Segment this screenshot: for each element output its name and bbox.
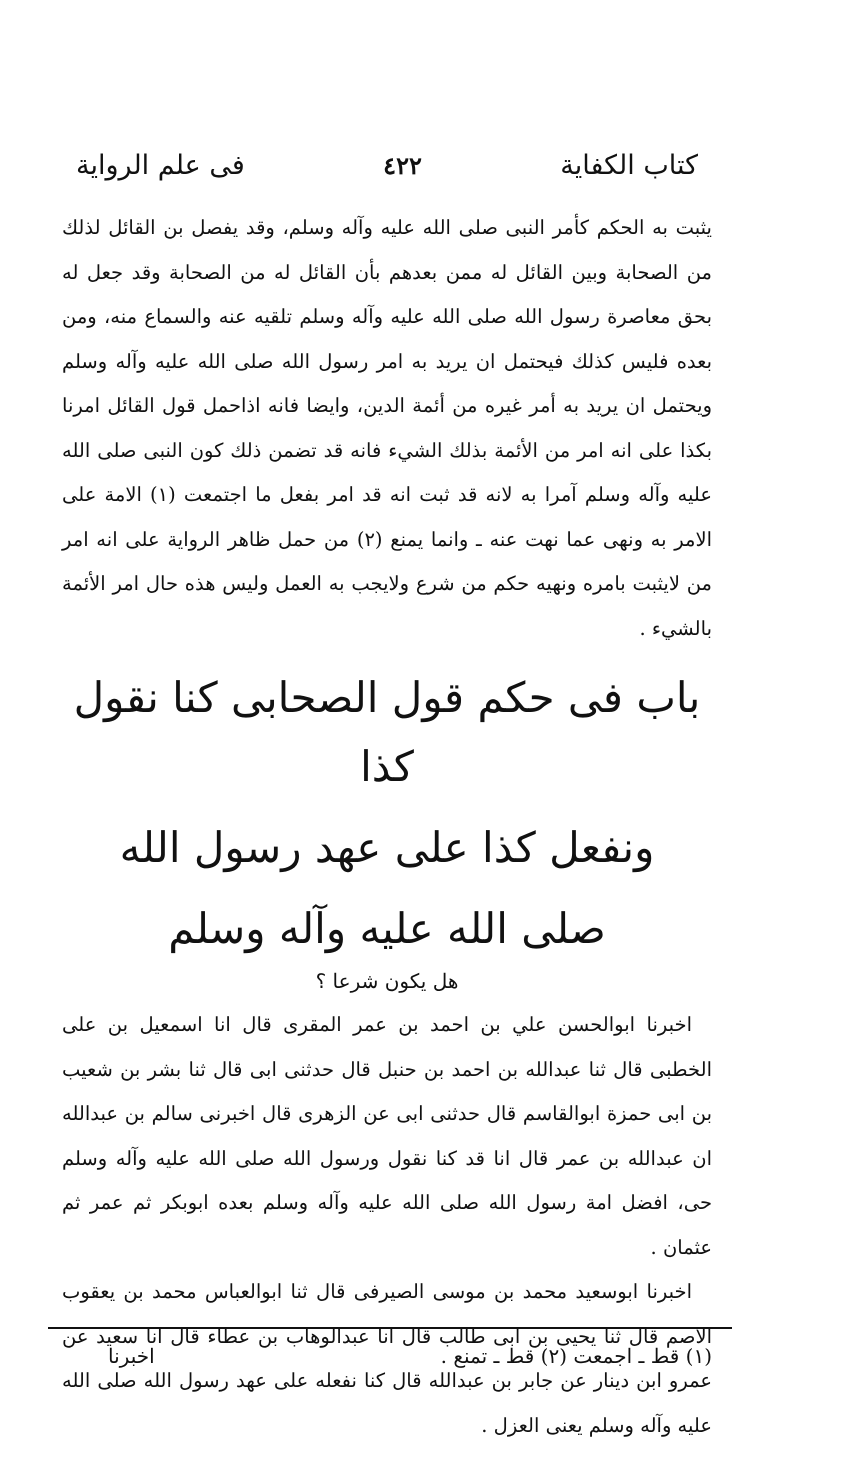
narration-paragraph: اخبرنا ابوالحسن علي بن احمد بن عمر المقرى قال انا اسمعيل بن على الخطبى قال ثنا عبدالله بن احمد بن حنبل قال حدثنى ابى قال ثنا بشر بن شعيب بن ابى حمزة ابوالقاسم قال حدثنى ابى عن الزهرى قال اخبرنى سالم بن عبدالله ان عبدالله بن عمر قال انا قد كنا نقول ورسول الله صلى الله عليه وآله وسلم حى، افضل امة رسول الله صلى الله عليه وآله وسلم بعده ابوبكر ثم عمر ثم عثمان . [62, 1013, 712, 1259]
catchword: اخبرنا [108, 1344, 155, 1368]
footnote-divider [48, 1327, 732, 1329]
paragraph-continued: يثبت به الحكم كأمر النبى صلى الله عليه وآله وسلم، وقد يفصل بن القائل لذلك من الصحابة وبين القائل له ممن بعدهم بأن القائل له من الصحابة وقد جعل له بحق معاصرة رسول الله صلى الله عليه وآله وسلم تلقيه عنه والسماع منه، ومن بعده فليس كذلك فيحتمل ان يريد به امر رسول الله صلى الله عليه وآله وسلم ويحتمل ان يريد به أمر غيره من أئمة الدين، وايضا فانه اذاحمل قول القائل امرنا بكذا على انه امر من الأئمة بذلك الشيء فانه قد تضمن ذلك كون النبى صلى الله عليه وآله وسلم آمرا به لانه قد ثبت انه قد امر بفعل ما اجتمعت (١) الامة على الامر به ونهى عما نهت عنه ـ وانما يمنع (٢) من حمل ظاهر الرواية على انه امر من لايثبت بامره ونهيه حكم من شرع ولايجب به العمل وليس هذه حال امر الأئمة بالشيء . [62, 216, 712, 640]
page-number: ٤٢٢ [383, 151, 422, 180]
narration-paragraph: اخبرنا ابوسعيد محمد بن موسى الصيرفى قال ثنا ابوالعباس محمد بن يعقوب الاصم قال ثنا يحيى بن ابى طالب قال انا عبدالوهاب بن عطاء قال انا سعيد عن عمرو ابن دينار عن جابر بن عبدالله قال كنا نفعله على عهد رسول الله صلى الله عليه وآله وسلم يعنى العزل . [62, 1280, 712, 1437]
page-body [62, 150, 712, 1448]
footnote-area [108, 1344, 712, 1368]
book-title: كتاب الكفاية [560, 150, 698, 181]
running-subject: فى علم الرواية [76, 150, 245, 181]
chapter-heading-line: ونفعل كذا على عهد رسول الله [119, 823, 655, 872]
chapter-heading-line: صلى الله عليه وآله وسلم [168, 904, 606, 953]
running-header [62, 150, 712, 206]
chapter-heading-line: باب فى حكم قول الصحابى كنا نقول كذا [73, 673, 701, 791]
chapter-heading [62, 663, 712, 963]
chapter-subheading: هل يكون شرعا ؟ [315, 969, 459, 993]
footnotes: (١) قط ـ اجمعت (٢) قط ـ تمنع . [440, 1344, 712, 1368]
